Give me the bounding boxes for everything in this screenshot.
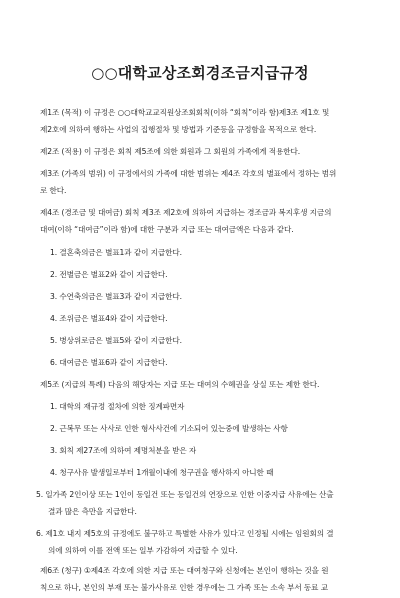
article-4-line-1: 제4조 (경조금 및 대여금) 회칙 제3조 제2호에 의하여 지급하는 경조금과 복지후생 지금의	[40, 208, 332, 217]
article-1-line-2: 제2호에 의하여 행하는 사업의 집행절차 및 방법과 기준등을 규정함을 목적으로 한다.	[40, 125, 317, 134]
article-4-item: 4. 조위금은 별표4와 같이 지급한다.	[50, 314, 168, 323]
article-5-item-6-line-1: 6. 제1호 내지 제5호의 규정에도 불구하고 특별한 사유가 있다고 인정될 시에는 임원회의 결	[36, 529, 334, 538]
document-title: ○○대학교상조회경조금지급규정	[91, 64, 309, 82]
article-4-item: 2. 전별금은 별표2와 같이 지급한다.	[50, 270, 168, 279]
article-5-line-1: 제5조 (지급의 특례) 다음의 해당자는 지급 또는 대여의 수혜권을 상실 또는 제한 한다.	[40, 380, 320, 389]
article-4-item: 6. 대여금은 별표6과 같이 지급한다.	[50, 358, 168, 367]
article-3-line-1: 제3조 (가족의 범위) 이 규정에서의 가족에 대한 범위는 제4조 각호의 별표에서 정하는 범위	[40, 169, 337, 178]
article-6-line-1: 제6조 (청구) ①제4조 각호에 의한 지급 또는 대여청구와 신청에는 본인이 행하는 것을 원	[40, 566, 329, 575]
article-5-item: 2. 근복무 또는 사사로 인한 형사사건에 기소되어 있는중에 발생하는 사항	[50, 424, 288, 433]
article-4-item: 5. 병상위로금은 별표5와 같이 지급한다.	[50, 336, 182, 345]
article-5-item: 4. 청구사유 발생일로부터 1개월이내에 청구권을 행사하지 아니한 때	[50, 468, 274, 477]
article-1-line-1: 제1조 (목적) 이 규정은 ○○대학교교직원상조회회칙(이하 “회칙”이라 함)제3조 제1호 및	[40, 108, 330, 117]
article-5-item: 1. 대학의 재규정 절차에 의한 징계파면자	[50, 402, 185, 411]
article-5-item-6-line-2: 의에 의하여 이를 전액 또는 일부 가감하여 지급할 수 있다.	[48, 546, 238, 555]
article-5-item-5-line-1: 5. 일가족 2인이상 또는 1인이 동일건 또는 동일건의 연장으로 인한 이중지급 사유에는 산출	[36, 490, 334, 499]
article-4-item: 1. 결혼축의금은 별표1과 같이 지급한다.	[50, 248, 182, 257]
article-4-item: 3. 수연축의금은 별표3과 같이 지급한다.	[50, 292, 182, 301]
article-3-line-2: 로 한다.	[40, 186, 67, 195]
article-5-item: 3. 회칙 제27조에 의하여 제명처분을 받은 자	[50, 446, 197, 455]
article-4-line-2: 대여(이하 “대여금”이라 함)에 대한 구분과 지급 또는 대여금액은 다음과 같다.	[40, 225, 294, 234]
article-2-line-1: 제2조 (적용) 이 규정은 회칙 제5조에 의한 회원과 그 회원의 가족에게 적용한다.	[40, 147, 301, 156]
article-5-item-5-line-2: 결과 많은 측만을 지급한다.	[48, 507, 137, 516]
article-6-line-2: 칙으로 하나, 본인의 부재 또는 불가사유로 인한 경우에는 그 가족 또는 소속 부서 동료 교	[40, 583, 328, 592]
